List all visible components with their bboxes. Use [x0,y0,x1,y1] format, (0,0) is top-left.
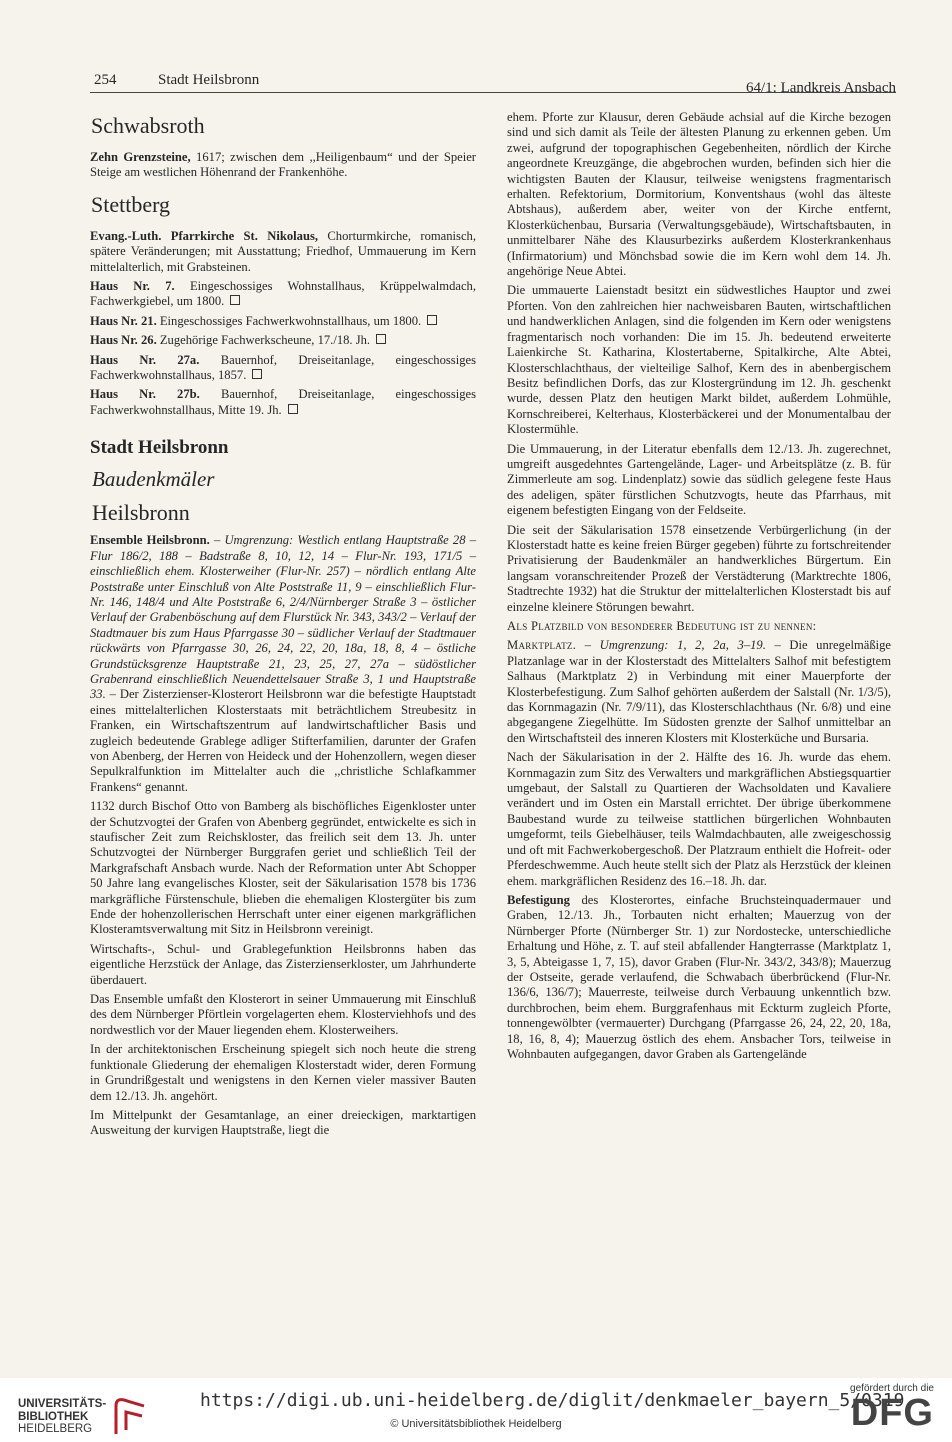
header-left-title: Stadt Heilsbronn [158,72,260,88]
paragraph-nach-saekularisation: Nach der Säkularisation in der 2. Hälfte des 16. Jh. wurde das ehem. Kornmagazin zum Sitz des Verwalters und markgräflichen Abstiegsquartier umgebaut, der Salstall zu Quartieren der Wachsoldaten und Kavaliere verändert und im Osten ein Marstall errichtet. Der übrige überkommene Baubestand wurde zu teilweise stattlichen bürgerlichen Wohnbauten umgeformt, teils Giebelhäuser, teils Walmdachbauten, alle zweigeschossig und oft mit Fachwerkobergeschoß. Der Platzraum enthielt die Hofreit- oder Pferdeschwemme. Auch heute stellt sich der Platz als Herzstück der kleinen ehem. markgräflichen Residenz des 16.–18. Jh. dar. [507,750,891,888]
right-column [507,110,891,1066]
paragraph-ensemble-heilsbronn: Ensemble Heilsbronn. – Umgrenzung: Westlich entlang Hauptstraße 28 – Flur 186/2, 188 – Badstraße 8, 10, 12, 14 – Flur-Nr. 193, 171/5 – einschließlich ehem. Klosterweiher (Flur-Nr. 257) – nördlich entlang Alte Poststraße unter Einschluß von Alte Poststraße 11, 9 – einschließlich Flur-Nr. 146, 148/4 und Alte Poststraße 6, 2/4/Nürnberger Straße 3 – östlicher Verlauf der Grabenböschung auf dem Flurstück Nr. 343, 343/2 – Verlauf der Stadtmauer bis zum Haus Pfarrgasse 30 – südlicher Verlauf der Stadtmauer rückwärts von Pfarrgasse 30, 26, 24, 22, 20, 18a, 18, 8, 4 – östliche Grundstücksgrenze Hauptstraße 21, 23, 25, 27, 27a – südöstlicher Grabenrand einschließlich Neuendettelsauer Straße 3, 1 und Hauptstraße 33. – Der Zisterzienser-Klosterort Heilsbronn war die befestigte Hauptstadt eines mittelalterlichen Klosterstaats mit beträchtlichem Streubesitz in Franken, ein Wirtschaftszentrum auf landwirtschaftlicher Basis und zugleich bedeutende Grablege adliger Stifterfamilien, darunter der Grafen von Abenberg, der Herren von Heideck und der Hohenzollern, wegen dieser Sepulkralfunktion im Mittelalter auch die ,,christliche Schlafkammer Frankens“ genannt. [90,533,476,794]
end-square-icon [252,369,262,379]
end-square-icon [376,334,386,344]
heading-baudenkmaeler: Baudenkmäler [92,467,215,492]
paragraph-befestigung: Befestigung des Klosterortes, einfache Bruchsteinquadermauer und Graben, 12./13. Jh., Torbauten nicht erhalten; Mauerzug von der Nürnberger Pforte (Nürnberger Str. 1) zur Nordostecke, unterschiedliche Erhaltung und Höhe, z. T. auf steil abfallender Hangterrasse (Marktplatz 1, 3, 5, Abteigasse 1, 7, 15), davor Graben (Flur-Nr. 343/2, 343/8); Mauerzug der Ostseite, gerade verlaufend, die Schwabach überbrückend (Flur-Nr. 136/6, 136/7); Mauerreste, teilweise durch Verbauung unkenntlich bzw. durchbrochen, beim ehem. Burggrafenhaus mit Eckturm zugleich Pforte, tonnengewölbter (vermauerter) Durchgang (Pfarrgasse 26, 24, 22, 20, 18a, 18, 16, 8, 4); Mauerzug östlich des ehem. Ansbacher Tors, teilweise in Wohnbauten aufgegangen, davor Graben als Gartengelände [507,892,891,1061]
left-column [90,110,476,1143]
end-square-icon [230,295,240,305]
viewer-footer [0,1378,952,1442]
end-square-icon [288,404,298,414]
paragraph-laienstadt: Die ummauerte Laienstadt besitzt ein südwestliches Hauptor und zwei Pforten. Von den zahlreichen hier nachweisbaren Bauten, wirtschaftlichen und handwerklichen Anlagen, sind die folgenden im Kern oder wenigstens fragmentarisch noch vorhanden: Die im 15. Jh. bedeutend erweiterte Laienkirche St. Katharina, Klostertaberne, Spitalkirche, Alte Abtei, Klosterschlachthaus, der vielteilige Salhof, Kern des in abenbergischem Besitz befindlichen Dorfs, das zur Klostergründung im 12. Jh. geschenkt wurde, dessen Platz den heutigen Markt bildet, außerdem Lohmühle, Kornschreiberei, Kelterhaus, Klosterbäckerei und der Monumentalbau der Klostermühle. [507,283,891,437]
running-header [90,68,896,96]
dfg-logo[interactable] [814,1383,934,1432]
paragraph-wirtschaft: Wirtschafts-, Schul- und Grablegefunktion Heilsbronns haben das eigentliche Herzstück der Anlage, das Zisterzienserkloster, um Jahrhunderte überdauert. [90,941,476,987]
heading-schwabsroth: Schwabsroth [91,113,205,138]
paragraph-grenzsteine: Zehn Grenzsteine, 1617; zwischen dem ,,Heiligenbaum“ und der Speier Steige am westlichen Höhenrand der Frankenhöhe. [90,150,476,180]
page-number: 254 [94,72,117,88]
dfg-wordmark: DFG [850,1392,934,1434]
heading-platzbild: Als Platzbild von besonderer Bedeutung ist zu nennen: [507,619,817,633]
paragraph-haus-21: Haus Nr. 21. Eingeschossiges Fachwerkwohnstallhaus, um 1800. [90,314,476,329]
header-right-title: 64/1: Landkreis Ansbach [746,80,896,96]
paragraph-haus-27a: Haus Nr. 27a. Bauernhof, Dreiseitanlage, eingeschossiges Fachwerkwohnstallhaus, 1857. [90,352,476,383]
paragraph-ensemble-umfang: Das Ensemble umfaßt den Klosterort in seiner Ummauerung mit Einschluß des dem Nürnberger Pförtlein vorgelagerten ehem. Klosterviehhofs und des nordwestlich vor der Mauer liegenden ehem. Klosterweihers. [90,992,476,1037]
paragraph-haus-26: Haus Nr. 26. Zugehörige Fachwerkscheune, 17./18. Jh. [90,333,476,348]
heading-stettberg: Stettberg [91,191,171,217]
end-square-icon [427,315,437,325]
paragraph-saekularisation: Die seit der Säkularisation 1578 einsetzende Verbürgerlichung (in der Klosterstadt hatte es keine freien Bürger gegeben) führte zu fortschreitender Privatisierung der Baudenkmäler an handwerkliches Bürgertum. Ein langsam voranschreitender Prozeß der Verstädterung (Marktrechte 1806, Stadtrechte 1932) hat die Struktur der mittelalterlichen Klosterstadt bis auf einzelne kleinere Störungen bewahrt. [507,522,891,614]
paragraph-haus-27b: Haus Nr. 27b. Bauernhof, Dreiseitanlage, eingeschossiges Fachwerkwohnstallhaus, Mitte 19. Jh. [90,387,477,417]
paragraph-pforte: ehem. Pforte zur Klausur, deren Gebäude achsial auf die Kirche bezogen sind und sich damit als Teile der ältesten Planung zu erkennen geben. Um zwei, aufgrund der topographischen Gegebenheiten, nördlich der Kirche angeordnete Kreuzgänge, die abgebrochen wurden, befinden sich hier die wichtigsten Bauten der Klausur, teilweise wenigstens fragmentarisch erhalten. Refektorium, Dormitorium, Konventshaus (wohl das älteste Abtshaus), außerdem aber, weiter von der Kirche entfernt, Klosterküchenbau, Bursaria (Verwaltungsgebäude), Wirtschaftsbauten, in unmittelbarer Nähe des Klausurbezirks außerdem Klosterkrankenhaus (Infirmatorium) und Mönchsbad sowie die im Kern wohl dem 14. Jh. angehörige Neue Abtei. [507,110,891,279]
heading-stadt-heilsbronn: Stadt Heilsbronn [90,437,229,459]
paragraph-mittelpunkt: Im Mittelpunkt der Gesamtanlage, an einer dreieckigen, marktartigen Ausweitung der kurvigen Hauptstraße, liegt die [90,1107,476,1138]
paragraph-ummauerung: Die Ummauerung, in der Literatur ebenfalls dem 12./13. Jh. zugerechnet, umgreift ausgedehntes Gartengelände, Lager- und Arbeitsplätze (z. B. für Zimmerleute am sog. Lindenplatz) sowie das südlich gelegene feste Haus des adeligen, später fürstlichen Schutzvogts, heute das Pfarrhaus, mit eigenem befestigten Eingang von der Feldseite. [507,441,891,518]
heading-heilsbronn: Heilsbronn [92,500,190,526]
paragraph-marktplatz: Marktplatz. – Umgrenzung: 1, 2, 2a, 3–19. – Die unregelmäßige Platzanlage war in der Klosterstadt des Mittelalters Salhof mit befestigtem Salhaus (Marktplatz 2) in Verbindung mit einer Mauerpforte der Klosterbefestigung. Zum Salhof gehörten außerdem der Salstall (Nr. 1/3/5), das Kornmagazin (Nr. 7/9/11), das Klosterschlachthaus (Nr. 6/8) und eine abgegangene Ziegelhütte. Im Südosten grenzte der Salhof unmittelbar an den Wirtschaftsteil des inneren Klosters mit Klosterküche und Bursaria. [507,638,892,745]
paragraph-pfarrkirche: Evang.-Luth. Pfarrkirche St. Nikolaus, Chorturmkirche, romanisch, spätere Veränderungen; mit Ausstattung; Friedhof, Ummauerung im Kern mittelalterlich, mit Grabsteinen. [90,228,476,274]
paragraph-haus-7: Haus Nr. 7. Eingeschossiges Wohnstallhaus, Krüppelwalmdach, Fachwerkgiebel, um 1800. [90,279,476,309]
paragraph-architektur: In der architektonischen Erscheinung spiegelt sich noch heute die streng funktionale Gliederung der ehemaligen Klosterstadt wider, deren Formung in Grundrißgestalt und wenigstens in den Kernen vieler massiver Bauten dem 12./13. Jh. angehört. [90,1042,476,1103]
funding-note: gefördert durch die [850,1383,934,1394]
copyright-notice: © Universitätsbibliothek Heidelberg [390,1418,562,1430]
library-name: UNIVERSITÄTS- BIBLIOTHEK HEIDELBERG [18,1398,107,1435]
paragraph-1132: 1132 durch Bischof Otto von Bamberg als bischöfliches Eigenkloster unter der Schutzvogtei der Grafen von Abenberg gegründet, entwickelte es sich in staufischer Zeit zum Reichskloster, das freilich seit dem 13. Jh. unter Schutzvogtei der Nürnberger Burggrafen geriet und schließlich Teil der Markgrafschaft Ansbach wurde. Nach der Reformation unter Abt Schopper 50 Jahre lang evangelisches Kloster, seit der Säkularisation 1578 bis 1736 markgräfliche Fürstenschule, blieben die ehemaligen Klostergüter bis zum Ende der hohenzollerischen Herrschaft unter einer eigenen markgräflichen Klosteramtsverwaltung mit Sitz in Heilsbronn vereinigt. [90,799,476,937]
permalink-url[interactable]: https://digi.ub.uni-heidelberg.de/diglit/denkmaeler_bayern_5/0319 [200,1390,905,1411]
